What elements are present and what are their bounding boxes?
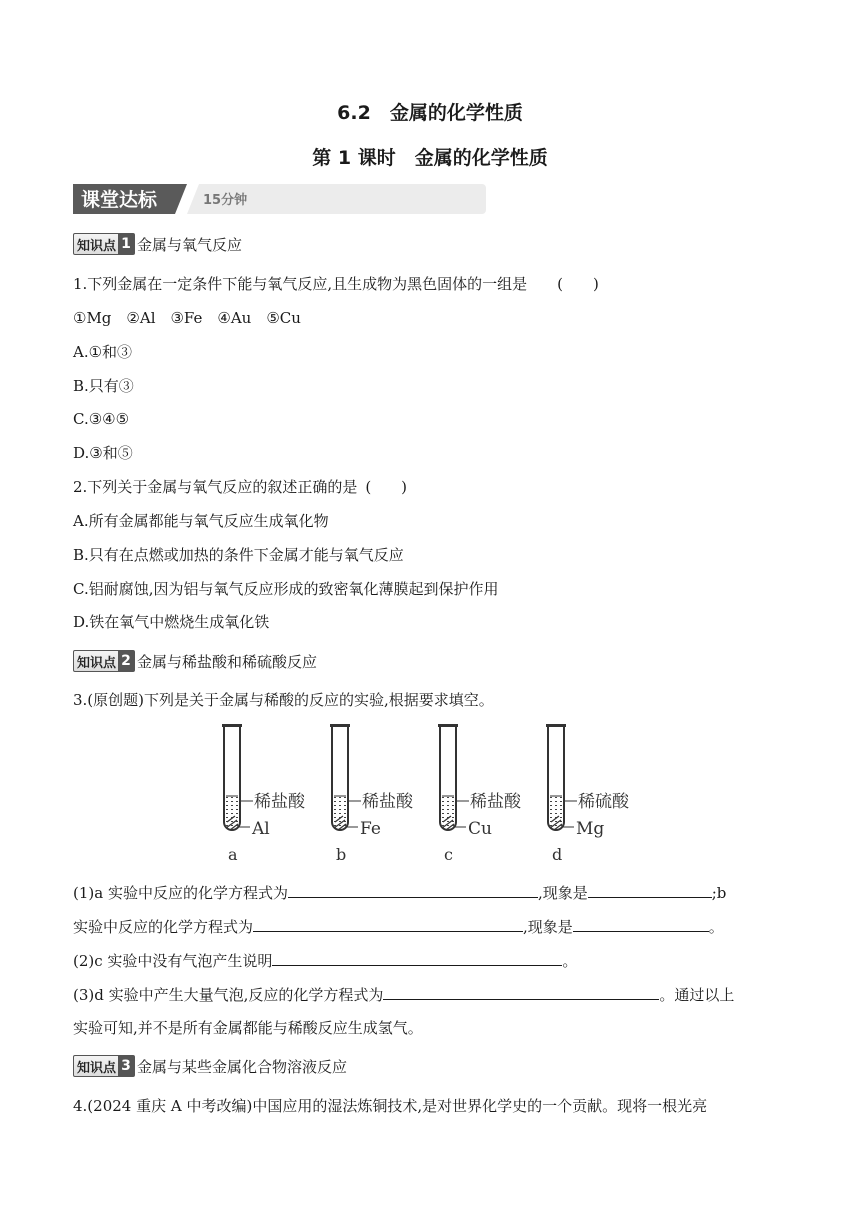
question-1-option-d: D.③和⑤: [73, 444, 133, 462]
lesson-title: 第 1 课时 金属的化学性质: [312, 147, 548, 169]
question-1-stem: 1.下列金属在一定条件下能与氧气反应,且生成物为黑色固体的一组是 ( ): [73, 275, 599, 293]
answer-blank[interactable]: [253, 916, 523, 932]
question-4-stem: 4.(2024 重庆 A 中考改编)中国应用的湿法炼铜技术,是对世界化学史的一个贡献。现将一根光亮: [73, 1097, 708, 1115]
knowledge-point-badge: 知识点 1: [73, 233, 135, 255]
question-3-part-3-line-2: 实验可知,并不是所有金属都能与稀酸反应生成氢气。: [73, 1019, 423, 1037]
tube-c-label: c: [444, 845, 453, 864]
test-tube-c: [438, 724, 522, 864]
section-title: 6.2 金属的化学性质: [337, 102, 523, 124]
question-2-option-b: B.只有在点燃或加热的条件下金属才能与氧气反应: [73, 546, 404, 564]
question-2-option-d: D.铁在氧气中燃烧生成氧化铁: [73, 613, 270, 631]
question-3-part-3-line-1: (3)d 实验中产生大量气泡,反应的化学方程式为 。通过以上: [73, 986, 735, 1004]
knowledge-point-badge: 知识点 3: [73, 1055, 135, 1077]
tube-a-acid: 稀盐酸: [254, 792, 305, 812]
tube-b-metal: Fe: [360, 819, 381, 839]
tube-c-metal: Cu: [468, 819, 492, 839]
knowledge-point-1: [73, 233, 242, 255]
answer-blank[interactable]: [288, 882, 538, 898]
answer-blank[interactable]: [272, 950, 562, 966]
knowledge-point-title: 金属与稀盐酸和稀硫酸反应: [137, 652, 318, 671]
knowledge-point-title: 金属与氧气反应: [137, 235, 243, 254]
tube-d-metal: Mg: [576, 819, 605, 839]
question-2-option-c: C.铝耐腐蚀,因为铝与氧气反应形成的致密氧化薄膜起到保护作用: [73, 580, 499, 598]
question-1-items: ①Mg ②Al ③Fe ④Au ⑤Cu: [73, 309, 301, 327]
tube-c-acid: 稀盐酸: [470, 792, 521, 812]
test-tube-b: [330, 724, 414, 864]
test-tube-a: [222, 724, 306, 864]
test-tube-diagram: [212, 724, 652, 869]
question-1-option-b: B.只有③: [73, 377, 134, 395]
tube-d-label: d: [552, 845, 563, 864]
class-practice-banner: [73, 184, 486, 214]
test-tube-d: [546, 724, 630, 864]
tube-b-acid: 稀盐酸: [362, 792, 413, 812]
answer-blank[interactable]: [573, 916, 709, 932]
question-2-stem: 2.下列关于金属与氧气反应的叙述正确的是 ( ): [73, 478, 408, 496]
question-3-part-1-line-1: (1)a 实验中反应的化学方程式为 ,现象是 ;b: [73, 884, 727, 902]
question-3-part-2: (2)c 实验中没有气泡产生说明 。: [73, 952, 578, 970]
tube-a-metal: Al: [252, 819, 270, 839]
knowledge-point-title: 金属与某些金属化合物溶液反应: [137, 1057, 348, 1076]
question-1-option-c: C.③④⑤: [73, 410, 130, 428]
question-1-option-a: A.①和③: [73, 343, 133, 361]
answer-blank[interactable]: [588, 882, 712, 898]
tube-d-acid: 稀硫酸: [578, 792, 629, 812]
question-2-option-a: A.所有金属都能与氧气反应生成氧化物: [73, 512, 329, 530]
question-3-stem: 3.(原创题)下列是关于金属与稀酸的反应的实验,根据要求填空。: [73, 691, 494, 709]
tube-a-label: a: [228, 845, 238, 864]
tube-b-label: b: [336, 845, 347, 864]
question-3-part-1-line-2: 实验中反应的化学方程式为 ,现象是 。: [73, 918, 724, 936]
banner-time: 15分钟: [203, 193, 248, 208]
knowledge-point-2: [73, 650, 317, 672]
answer-blank[interactable]: [383, 984, 659, 1000]
knowledge-point-badge: 知识点 2: [73, 650, 135, 672]
banner-label: 课堂达标: [81, 189, 158, 211]
knowledge-point-3: [73, 1055, 347, 1077]
